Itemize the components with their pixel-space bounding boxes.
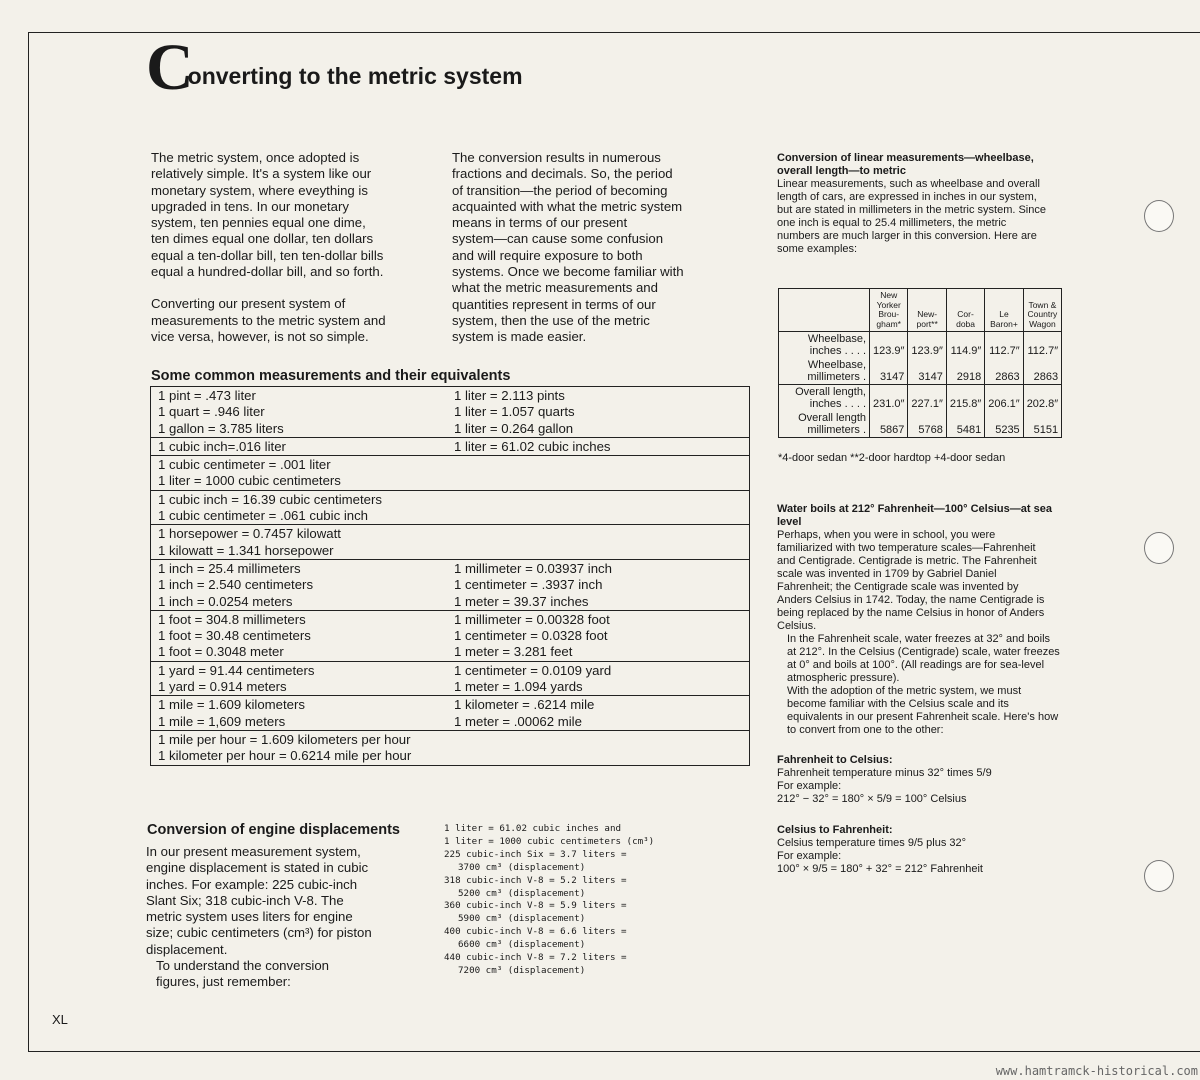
car-value-cell: 5867: [870, 411, 908, 438]
car-row-label-line: inches . . . .: [809, 398, 866, 410]
car-value-cell: 202.8″: [1023, 385, 1061, 412]
text-line: Celsius.: [777, 620, 817, 632]
car-value-cell: 2918: [946, 358, 984, 385]
measurement-line: 1 inch = 0.0254 meters: [158, 593, 293, 609]
text-line: equal a hundred-dollar bill, and so forth.: [151, 264, 384, 280]
measurement-left-cell: [151, 730, 750, 765]
text-line: level: [777, 516, 802, 528]
text-line: become familiar with the Celsius scale and its: [787, 698, 1009, 710]
car-value-cell: 231.0″: [870, 385, 908, 412]
watermark: www.hamtramck-historical.com: [995, 1064, 1198, 1078]
measurement-right-cell: [447, 661, 750, 696]
engine-conversion-line: 1 liter = 1000 cubic centimeters (cm³): [444, 835, 655, 847]
text-line: The conversion results in numerous: [452, 150, 661, 165]
car-value-cell: 2863: [985, 358, 1023, 385]
measurement-left-cell: [151, 696, 448, 731]
text-line: fractions and decimals. So, the period: [452, 166, 673, 182]
text-line: Celsius temperature times 9/5 plus 32°: [777, 837, 967, 849]
engine-body: [146, 844, 391, 991]
measurement-right-cell: [447, 696, 750, 731]
car-model-line: New: [880, 290, 898, 300]
page-title: [146, 31, 527, 104]
car-value-cell: 2863: [1023, 358, 1061, 385]
text-line: In the Fahrenheit scale, water freezes at 32° and boils: [787, 633, 1051, 645]
measurement-line: 1 liter = 2.113 pints: [454, 388, 565, 403]
measurement-line: 1 millimeter = 0.03937 inch: [454, 560, 612, 576]
engine-paragraph-1: [146, 844, 391, 958]
car-row-label-line: Overall length,: [795, 386, 866, 398]
text-line: metric system uses liters for engine: [146, 909, 353, 925]
car-value-cell: 3147: [908, 358, 946, 385]
linear-section: [777, 152, 1077, 256]
car-value-cell: 5768: [908, 411, 946, 438]
car-value-cell: 123.9″: [908, 332, 946, 359]
text-line: Linear measurements, such as wheelbase and overall: [777, 178, 1040, 190]
car-row-label: [779, 332, 870, 359]
car-model-line: Wagon: [1029, 318, 1056, 329]
engine-conversion-line: 1 liter = 61.02 cubic inches and: [444, 823, 622, 834]
measurement-left-cell: [151, 610, 448, 661]
car-value-cell: 3147: [870, 358, 908, 385]
text-line: For example:: [777, 780, 842, 792]
measurements-table: [150, 386, 750, 766]
intro-column-2: [452, 150, 737, 362]
car-header-row: [779, 289, 1062, 332]
engine-paragraph-2: [146, 958, 391, 991]
water-paragraph-2: [777, 633, 1077, 685]
text-line: some examples:: [777, 243, 858, 255]
car-row-label: [779, 358, 870, 385]
measurement-line: 1 meter = 39.37 inches: [454, 593, 589, 609]
engine-conversion-line: 360 cubic-inch V-8 = 5.9 liters =: [444, 900, 627, 912]
text-line: means in terms of our present: [452, 215, 628, 231]
car-dimensions-table: [778, 288, 1062, 438]
measurement-line: 1 yard = 91.44 centimeters: [158, 662, 315, 678]
car-row-label: [779, 411, 870, 438]
text-line: equal a ten-dollar bill, ten ten-dollar bills: [151, 247, 384, 263]
engine-conversion-line: 7200 cm³ (displacement): [458, 964, 586, 976]
measurement-line: 1 kilometer per hour = 0.6214 mile per hour: [158, 748, 412, 764]
text-line: engine displacement is stated in cubic: [146, 860, 369, 876]
car-value-cell: 112.7″: [1023, 332, 1061, 359]
measurement-row: [151, 610, 750, 661]
text-line: Fahrenheit; the Centigrade scale was invented by: [777, 581, 1019, 593]
measurement-line: 1 liter = 1000 cubic centimeters: [158, 473, 341, 489]
water-heading: [777, 503, 1077, 529]
measurement-line: 1 centimeter = .3937 inch: [454, 577, 603, 593]
text-line: system, ten pennies equal one dime,: [151, 215, 366, 231]
water-section: [777, 503, 1077, 737]
car-model-header: [946, 289, 984, 332]
text-line: equivalents in our present Fahrenheit scale. Here's how: [787, 711, 1059, 723]
car-data-row: [779, 358, 1062, 385]
measurement-row: [151, 525, 750, 560]
car-value-cell: 5235: [985, 411, 1023, 438]
measurement-right-cell: [447, 437, 750, 455]
car-row-label-line: inches . . . .: [809, 345, 866, 357]
text-line: familiarized with two temperature scales—Fahrenheit: [777, 542, 1036, 554]
text-line: The metric system, once adopted is: [151, 150, 360, 165]
measurement-line: 1 kilometer = .6214 mile: [454, 697, 595, 713]
car-row-label-line: Wheelbase,: [807, 359, 866, 371]
car-value-cell: 5151: [1023, 411, 1061, 438]
measurement-line: 1 cubic centimeter = .001 liter: [158, 457, 331, 473]
measurement-row: [151, 490, 750, 525]
measurement-row: [151, 730, 750, 765]
text-line: systems. Once we become familiar with: [452, 264, 684, 280]
text-line: displacement.: [146, 941, 228, 957]
measurement-line: 1 quart = .946 liter: [158, 404, 265, 420]
engine-conversion-line: 318 cubic-inch V-8 = 5.2 liters =: [444, 874, 627, 886]
measurement-left-cell: [151, 437, 448, 455]
text-line: atmospheric pressure).: [787, 672, 900, 684]
measurement-line: 1 mile = 1,609 meters: [158, 713, 286, 729]
car-model-line: New-: [917, 309, 938, 319]
measurement-row: [151, 559, 750, 610]
car-model-line: doba: [956, 318, 976, 329]
measurement-line: 1 yard = 0.914 meters: [158, 679, 287, 695]
car-model-header: [870, 289, 908, 332]
text-line: figures, just remember:: [156, 974, 291, 990]
measurement-line: 1 inch = 2.540 centimeters: [158, 577, 314, 593]
text-line: inches. For example: 225 cubic-inch: [146, 876, 358, 892]
car-model-line: Le: [999, 309, 1009, 319]
measurement-line: 1 cubic inch=.016 liter: [158, 438, 286, 454]
text-line: but are stated in millimeters in the metric system. Since: [777, 204, 1046, 216]
text-line: length of cars, are expressed in inches in our system,: [777, 191, 1037, 203]
binder-hole: [1144, 860, 1174, 892]
engine-conversion-line: 5900 cm³ (displacement): [458, 913, 586, 925]
car-row-label-line: millimeters .: [807, 424, 866, 436]
engine-conversion-list: [444, 823, 664, 978]
measurement-line: 1 meter = .00062 mile: [454, 713, 582, 729]
measurement-row: [151, 696, 750, 731]
text-line: of transition—the period of becoming: [452, 182, 668, 198]
measurement-line: 1 inch = 25.4 millimeters: [158, 560, 301, 576]
water-paragraph-3: [777, 685, 1077, 737]
measurement-line: 1 liter = 1.057 quarts: [454, 404, 575, 420]
text-line: system is made easier.: [452, 329, 587, 345]
measurement-left-cell: [151, 456, 750, 491]
linear-body: [777, 178, 1077, 256]
measurement-line: 1 foot = 0.3048 meter: [158, 644, 284, 660]
car-model-line: port**: [916, 318, 938, 329]
measurement-line: 1 centimeter = 0.0109 yard: [454, 662, 612, 678]
engine-conversion-line: 440 cubic-inch V-8 = 7.2 liters =: [444, 952, 627, 964]
measurement-line: 1 cubic inch = 16.39 cubic centimeters: [158, 491, 382, 507]
measurement-left-cell: [151, 387, 448, 438]
car-model-line: Cor-: [957, 309, 974, 319]
measurement-right-cell: [447, 610, 750, 661]
car-model-header: [908, 289, 946, 332]
measurement-left-cell: [151, 559, 448, 610]
measurement-line: 1 mile per hour = 1.609 kilometers per hour: [158, 731, 411, 747]
car-value-cell: 227.1″: [908, 385, 946, 412]
car-model-line: Baron+: [990, 318, 1018, 329]
car-table-footnote: *4-door sedan **2-door hardtop +4-door sedan: [778, 452, 1006, 464]
text-line: Perhaps, when you were in school, you were: [777, 529, 996, 541]
text-line: relatively simple. It's a system like our: [151, 166, 372, 182]
measurement-line: 1 meter = 3.281 feet: [454, 644, 573, 660]
measurement-line: 1 centimeter = 0.0328 foot: [454, 628, 608, 644]
text-line: ten dimes equal one dollar, ten dollars: [151, 231, 374, 247]
binder-hole: [1144, 532, 1174, 564]
water-paragraph-1: [777, 529, 1077, 633]
engine-conversion-line: 5200 cm³ (displacement): [458, 887, 586, 899]
text-line: size; cubic centimeters (cm³) for piston: [146, 925, 372, 941]
text-line: Converting our present system of: [151, 296, 346, 312]
text-line: system—can cause some confusion: [452, 231, 664, 247]
text-line: For example:: [777, 850, 842, 862]
intro-column-1: [151, 150, 436, 361]
measurement-right-cell: [447, 387, 750, 438]
measurement-line: 1 foot = 30.48 centimeters: [158, 628, 311, 644]
intro-paragraph-1: [151, 150, 436, 280]
title-text: onverting to the metric system: [187, 63, 523, 89]
car-row-label-line: Wheelbase,: [807, 333, 866, 345]
car-value-cell: 114.9″: [946, 332, 984, 359]
engine-conversion-line: 400 cubic-inch V-8 = 6.6 liters =: [444, 926, 627, 938]
measurement-line: 1 horsepower = 0.7457 kilowatt: [158, 526, 341, 542]
c-to-f-heading: Celsius to Fahrenheit:: [777, 824, 893, 836]
car-model-header: [1023, 289, 1061, 332]
text-line: Anders Celsius in 1742. Today, the name Centigrade is: [777, 594, 1045, 606]
text-line: overall length—to metric: [777, 165, 906, 177]
car-row-label: [779, 385, 870, 412]
text-line: quantities represent in terms of our: [452, 296, 656, 312]
car-model-line: Yorker: [876, 299, 901, 310]
text-line: and Centigrade. Centigrade is metric. The Fahrenheit: [777, 555, 1037, 567]
text-line: 212° − 32° = 180° × 5/9 = 100° Celsius: [777, 793, 967, 805]
text-line: Water boils at 212° Fahrenheit—100° Celsius—at sea: [777, 503, 1052, 515]
text-line: acquainted with what the metric system: [452, 198, 683, 214]
text-line: monetary system, where eveything is: [151, 182, 368, 198]
fahrenheit-to-celsius: [777, 754, 1077, 806]
c-to-f-text: [777, 837, 1077, 876]
text-line: scale was invented in 1709 by Gabriel Daniel: [777, 568, 997, 580]
title-initial: C: [146, 31, 192, 104]
celsius-to-fahrenheit: [777, 824, 1077, 876]
text-line: 100° × 9/5 = 180° + 32° = 212° Fahrenheit: [777, 863, 983, 875]
measurement-row: [151, 437, 750, 455]
text-line: measurements to the metric system and: [151, 312, 386, 328]
car-header-blank: [779, 289, 870, 332]
measurement-line: 1 kilowatt = 1.341 horsepower: [158, 542, 334, 558]
measurement-row: [151, 661, 750, 696]
text-line: what the metric measurements and: [452, 280, 658, 296]
measurement-line: 1 liter = 0.264 gallon: [454, 420, 574, 436]
measurement-line: 1 millimeter = 0.00328 foot: [454, 611, 610, 627]
intro-paragraph-2: [151, 296, 436, 345]
measurement-line: 1 gallon = 3.785 liters: [158, 420, 284, 436]
car-row-label-line: millimeters .: [807, 371, 866, 383]
measurement-left-cell: [151, 525, 750, 560]
car-data-row: [779, 411, 1062, 438]
measurement-row: [151, 387, 750, 438]
text-line: Slant Six; 318 cubic-inch V-8. The: [146, 892, 344, 908]
car-model-line: Country: [1027, 309, 1058, 319]
f-to-c-heading: Fahrenheit to Celsius:: [777, 754, 893, 766]
measurement-line: 1 foot = 304.8 millimeters: [158, 611, 306, 627]
car-model-line: gham*: [876, 318, 901, 329]
text-line: With the adoption of the metric system, we must: [787, 685, 1022, 697]
text-line: being replaced by the name Celsius in honor of Anders: [777, 607, 1045, 619]
text-line: Conversion of linear measurements—wheelbase,: [777, 152, 1034, 164]
car-model-line: Brou-: [878, 309, 900, 319]
text-line: vice versa, however, is not so simple.: [151, 328, 369, 344]
measurement-left-cell: [151, 661, 448, 696]
text-line: Fahrenheit temperature minus 32° times 5/9: [777, 767, 992, 779]
intro-paragraph-3: [452, 150, 737, 346]
text-line: at 212°. In the Celsius (Centigrade) scale, water freezes: [787, 646, 1060, 658]
text-line: and will require exposure to both: [452, 247, 643, 263]
text-line: at 0° and boils at 100°. (All readings are for sea-level: [787, 659, 1045, 671]
text-line: system, then the use of the metric: [452, 312, 650, 328]
car-data-row: [779, 385, 1062, 412]
engine-conversion-line: 225 cubic-inch Six = 3.7 liters =: [444, 848, 627, 860]
car-row-label-line: Overall length: [798, 412, 866, 424]
measurement-line: 1 cubic centimeter = .061 cubic inch: [158, 508, 369, 524]
car-value-cell: 5481: [946, 411, 984, 438]
text-line: one inch is equal to 25.4 millimeters, the metric: [777, 217, 1007, 229]
binder-hole: [1144, 200, 1174, 232]
measurement-left-cell: [151, 490, 750, 525]
text-line: to convert from one to the other:: [787, 724, 944, 736]
measurement-line: 1 pint = .473 liter: [158, 388, 256, 403]
engine-conversion-line: 6600 cm³ (displacement): [458, 939, 586, 951]
measurement-line: 1 mile = 1.609 kilometers: [158, 697, 305, 713]
text-line: In our present measurement system,: [146, 844, 361, 859]
measurement-line: 1 liter = 61.02 cubic inches: [454, 438, 611, 454]
measurement-right-cell: [447, 559, 750, 610]
engine-conversion-line: 3700 cm³ (displacement): [458, 861, 586, 873]
measurements-heading: Some common measurements and their equivalents: [151, 368, 511, 384]
measurement-row: [151, 456, 750, 491]
car-value-cell: 112.7″: [985, 332, 1023, 359]
car-model-header: [985, 289, 1023, 332]
measurement-line: 1 meter = 1.094 yards: [454, 679, 583, 695]
text-line: numbers are much larger in this conversion. Here are: [777, 230, 1037, 242]
linear-heading: [777, 152, 1077, 178]
text-line: upgraded in tens. In our monetary: [151, 198, 349, 214]
car-value-cell: 215.8″: [946, 385, 984, 412]
f-to-c-text: [777, 767, 1077, 806]
car-model-line: Town &: [1028, 299, 1057, 310]
text-line: To understand the conversion: [156, 958, 330, 974]
page-number: XL: [52, 1012, 68, 1027]
car-value-cell: 206.1″: [985, 385, 1023, 412]
car-data-row: [779, 332, 1062, 359]
car-value-cell: 123.9″: [870, 332, 908, 359]
engine-heading: Conversion of engine displacements: [147, 822, 400, 838]
